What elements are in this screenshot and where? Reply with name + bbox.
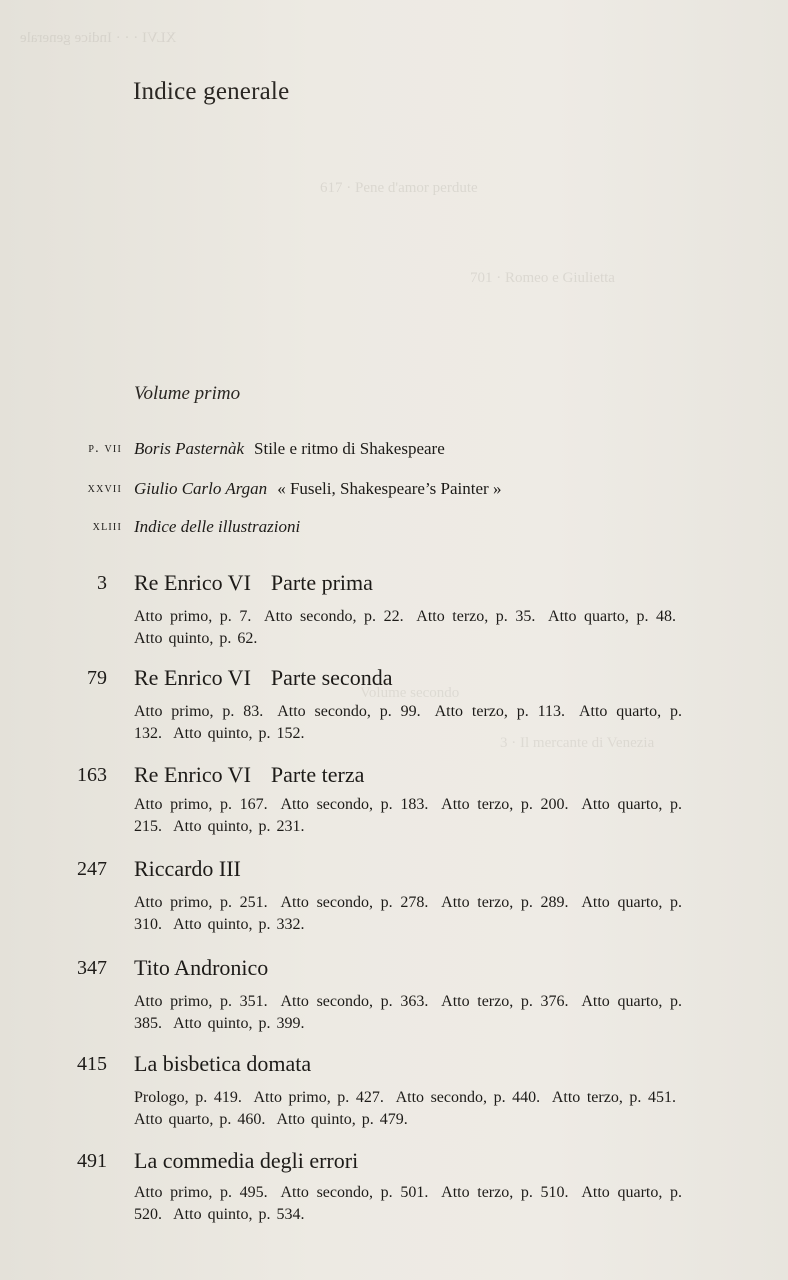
act-ref: Atto secondo, p. 22. <box>264 608 404 625</box>
front-matter-piece: « Fuseli, Shakespeare’s Painter » <box>277 479 502 498</box>
act-ref: Atto quarto, p. 48. <box>548 608 677 625</box>
act-ref: Atto quarto, p. 460. <box>134 1111 266 1128</box>
show-through-text: XLVI · · · Indice generale <box>20 30 177 46</box>
entry-page-number: 163 <box>77 764 107 786</box>
act-ref: Atto quarto, p. 215. <box>134 796 683 835</box>
act-ref: Atto primo, p. 495. <box>134 1184 268 1201</box>
entry-acts <box>134 606 682 650</box>
show-through-text: 3 · Il mercante di Venezia <box>500 735 655 751</box>
front-matter-row <box>0 519 788 543</box>
front-matter-row <box>0 441 788 465</box>
entry-title-text: Riccardo III <box>134 856 241 881</box>
entry-page-number: 491 <box>77 1150 107 1172</box>
page-title: Indice generale <box>133 78 290 105</box>
show-through-text: 701 · Romeo e Giulietta <box>470 270 615 286</box>
act-ref: Atto terzo, p. 289. <box>441 894 569 911</box>
entry-title <box>134 570 373 596</box>
entry-title <box>134 762 364 788</box>
entry-title-text: Re Enrico VI <box>134 665 251 690</box>
front-matter-text <box>134 479 501 499</box>
act-ref: Atto terzo, p. 510. <box>441 1184 569 1201</box>
act-ref: Atto secondo, p. 440. <box>395 1089 541 1106</box>
front-matter-author: Giulio Carlo Argan <box>134 479 268 498</box>
act-ref: Atto primo, p. 83. <box>134 703 264 720</box>
entry-acts <box>134 794 682 838</box>
act-ref: Atto secondo, p. 278. <box>280 894 429 911</box>
entry-page-number: 247 <box>77 858 107 880</box>
act-ref: Atto quinto, p. 152. <box>173 725 305 742</box>
act-ref: Atto quinto, p. 399. <box>173 1015 305 1032</box>
act-ref: Atto terzo, p. 113. <box>434 703 565 720</box>
act-ref: Atto quinto, p. 62. <box>134 630 258 647</box>
entry-title-text: Re Enrico VI <box>134 570 251 595</box>
entry-title-text: Re Enrico VI <box>134 762 251 787</box>
entry-title-text: La commedia degli errori <box>134 1148 359 1173</box>
act-ref: Atto primo, p. 427. <box>253 1089 384 1106</box>
entry-part: Parte seconda <box>270 665 393 690</box>
act-ref: Atto primo, p. 351. <box>134 993 268 1010</box>
act-ref: Atto primo, p. 7. <box>134 608 252 625</box>
act-ref: Atto quinto, p. 534. <box>173 1206 305 1223</box>
entry-acts <box>134 991 682 1035</box>
act-ref: Atto terzo, p. 451. <box>551 1089 676 1106</box>
act-ref: Atto secondo, p. 99. <box>277 703 421 720</box>
show-through-text: Volume secondo <box>360 685 460 701</box>
entry-acts <box>134 892 682 936</box>
act-ref: Atto quarto, p. 385. <box>134 993 683 1032</box>
front-matter-page: xxvii <box>87 481 122 496</box>
front-matter-text <box>134 517 300 537</box>
entry-title <box>134 1051 311 1077</box>
act-ref: Atto terzo, p. 376. <box>441 993 569 1010</box>
act-ref: Atto quinto, p. 479. <box>276 1111 408 1128</box>
entry-title <box>134 665 392 691</box>
entry-page-number: 79 <box>87 667 107 689</box>
act-ref: Atto terzo, p. 200. <box>441 796 569 813</box>
act-ref: Atto terzo, p. 35. <box>416 608 536 625</box>
front-matter-piece: Stile e ritmo di Shakespeare <box>254 439 445 458</box>
act-ref: Prologo, p. 419. <box>134 1089 242 1106</box>
act-ref: Atto quinto, p. 332. <box>173 916 305 933</box>
act-ref: Atto quarto, p. 310. <box>134 894 683 933</box>
act-ref: Atto quinto, p. 231. <box>173 818 305 835</box>
entry-title-text: La bisbetica domata <box>134 1051 312 1076</box>
act-ref: Atto quarto, p. 132. <box>134 703 682 742</box>
volume-title: Volume primo <box>134 383 241 404</box>
show-through-text: 617 · Pene d'amor perdute <box>320 180 478 196</box>
front-matter-page: xliii <box>92 519 122 534</box>
front-matter-piece: Indice delle illustrazioni <box>134 517 301 536</box>
act-ref: Atto quarto, p. 520. <box>134 1184 683 1223</box>
front-matter-page: p. vii <box>88 441 122 456</box>
act-ref: Atto primo, p. 251. <box>134 894 268 911</box>
entry-title <box>134 1148 358 1174</box>
act-ref: Atto secondo, p. 501. <box>280 1184 429 1201</box>
front-matter-row <box>0 481 788 505</box>
entry-title <box>134 955 268 981</box>
entry-part: Parte prima <box>270 570 373 595</box>
front-matter-author: Boris Pasternàk <box>134 439 245 458</box>
act-ref: Atto secondo, p. 183. <box>280 796 429 813</box>
act-ref: Atto secondo, p. 363. <box>280 993 429 1010</box>
entry-page-number: 3 <box>97 572 107 594</box>
entry-acts <box>134 1087 682 1131</box>
entry-acts <box>134 701 682 745</box>
act-ref: Atto primo, p. 167. <box>134 796 268 813</box>
entry-page-number: 347 <box>77 957 107 979</box>
entry-title-text: Tito Andronico <box>134 955 269 980</box>
entry-page-number: 415 <box>77 1053 107 1075</box>
entry-title <box>134 856 241 882</box>
entry-acts <box>134 1182 682 1226</box>
entry-part: Parte terza <box>270 762 365 787</box>
front-matter-text <box>134 439 445 459</box>
